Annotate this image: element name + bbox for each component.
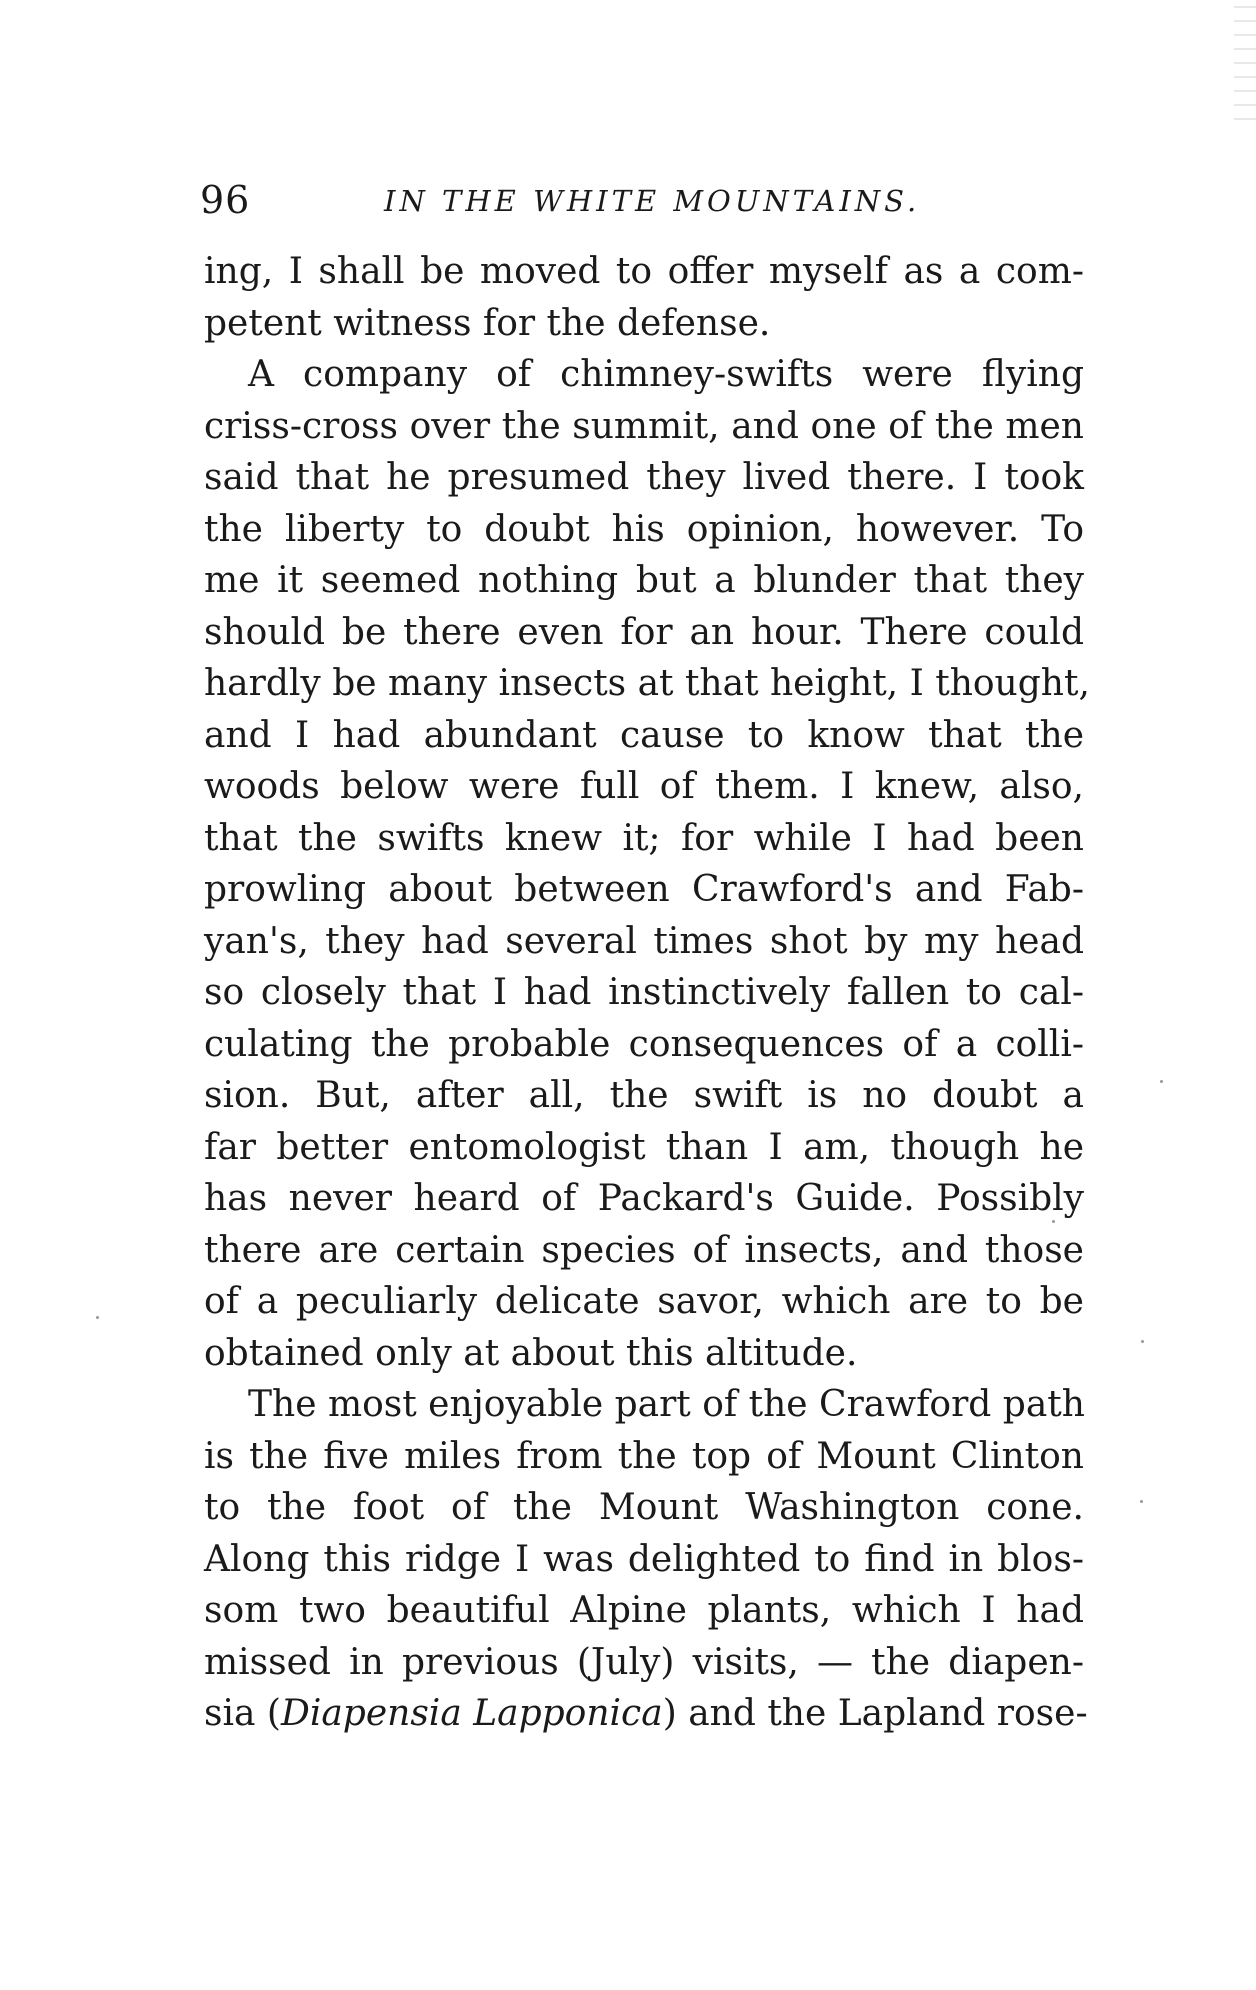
text-line: prowling about between Crawford's and Fab- xyxy=(204,869,1084,910)
text-line: obtained only at about this altitude. xyxy=(204,1332,858,1374)
scan-speck xyxy=(96,1316,99,1319)
text-line: som two beautiful Alpine plants, which I had xyxy=(204,1590,1084,1631)
text-line: has never heard of Packard's Guide. Possibly xyxy=(204,1178,1084,1219)
text-line: is the five miles from the top of Mount Clinton xyxy=(204,1435,1084,1477)
text-line: ing, I shall be moved to offer myself as a com- xyxy=(204,251,1084,292)
text-line: of a peculiarly delicate savor, which are to be xyxy=(204,1281,1084,1322)
text-line: said that he presumed they lived there. I took xyxy=(204,457,1084,498)
text-line-final: sia (Diapensia Lapponica) and the Lapland rose- xyxy=(204,1693,1088,1734)
page-number: 96 xyxy=(200,178,251,222)
page-header xyxy=(200,178,1100,228)
text-line: the liberty to doubt his opinion, however. To xyxy=(204,508,1084,550)
text-line: Along this ridge I was delighted to find in blos- xyxy=(204,1538,1084,1580)
text-line: far better entomologist than I am, though he xyxy=(204,1126,1084,1168)
text-line: yan's, they had several times shot by my head xyxy=(204,920,1084,962)
body-text xyxy=(204,246,1090,1740)
scan-speck xyxy=(1160,1080,1163,1083)
italic-species-name: Diapensia Lapponica xyxy=(280,1693,663,1734)
text-line: sion. But, after all, the swift is no doubt a xyxy=(204,1075,1084,1116)
text-line: that the swifts knew it; for while I had been xyxy=(204,817,1084,859)
text-line: should be there even for an hour. There could xyxy=(204,611,1084,653)
text-line: hardly be many insects at that height, I thought, xyxy=(204,663,1090,704)
text-line: and I had abundant cause to know that the xyxy=(204,714,1084,756)
text-fragment: and the Lapland rose- xyxy=(688,1693,1088,1734)
paragraph-1 xyxy=(204,246,1084,349)
scan-speck xyxy=(1141,1340,1144,1343)
scan-speck xyxy=(1052,1220,1055,1223)
paragraph-2 xyxy=(204,349,1090,1379)
text-line: there are certain species of insects, and those xyxy=(204,1229,1084,1271)
scan-speck xyxy=(1140,1500,1143,1503)
text-line: me it seemed nothing but a blunder that they xyxy=(204,560,1084,601)
text-line: The most enjoyable part of the Crawford path xyxy=(248,1384,1085,1425)
paragraph-3 xyxy=(204,1379,1088,1740)
text-line: culating the probable consequences of a colli- xyxy=(204,1023,1084,1065)
text-line: criss-cross over the summit, and one of the men xyxy=(204,405,1084,447)
text-line: A company of chimney-swifts were flying xyxy=(248,354,1084,395)
text-line: petent witness for the defense. xyxy=(204,302,771,344)
text-line: woods below were full of them. I knew, also, xyxy=(204,766,1084,807)
running-head: IN THE WHITE MOUNTAINS. xyxy=(384,184,921,218)
text-line: so closely that I had instinctively fallen to cal- xyxy=(204,972,1084,1013)
text-line: to the foot of the Mount Washington cone. xyxy=(204,1487,1084,1528)
text-fragment: sia xyxy=(204,1693,256,1734)
scan-edge-noise xyxy=(1234,0,1256,120)
text-line: missed in previous (July) visits, — the diapen- xyxy=(204,1641,1084,1683)
